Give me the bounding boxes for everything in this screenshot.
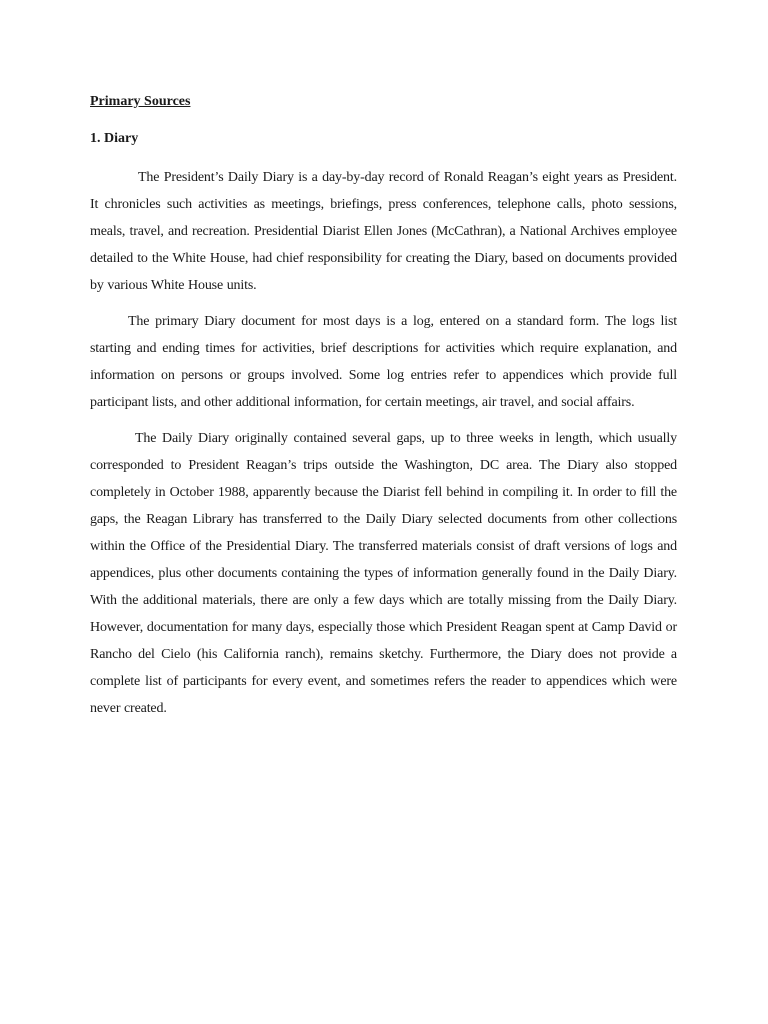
paragraph-log-description: The primary Diary document for most days is a log, entered on a standard form. The logs list starting and ending times for activities, brief descriptions for activities which require explanation, and information on persons or groups involved. Some log entries refer to appendices which provide full participant lists, and other additional information, for certain meetings, air travel, and social affairs. <box>90 314 677 410</box>
diary-section-title: 1. Diary <box>90 131 139 146</box>
primary-sources-heading: Primary Sources <box>90 94 191 109</box>
document-body <box>90 91 677 731</box>
paragraph-diary-gaps: The Daily Diary originally contained several gaps, up to three weeks in length, which usually corresponded to President Reagan’s trips outside the Washington, DC area. The Diary also stopped completely in October 1988, apparently because the Diarist fell behind in compiling it. In order to fill the gaps, the Reagan Library has transferred to the Daily Diary selected documents from other collections within the Office of the Presidential Diary. The transferred materials consist of draft versions of logs and appendices, plus other documents containing the types of information generally found in the Daily Diary. With the additional materials, there are only a few days which are totally missing from the Daily Diary. However, documentation for many days, especially those which President Reagan spent at Camp David or Rancho del Cielo (his California ranch), remains sketchy. Furthermore, the Diary does not provide a complete list of participants for every event, and sometimes refers the reader to appendices which were never created. <box>90 431 677 716</box>
paragraph-daily-diary-intro: The President’s Daily Diary is a day-by-day record of Ronald Reagan’s eight years as President. It chronicles such activities as meetings, briefings, press conferences, telephone calls, photo sessions, meals, travel, and recreation. Presidential Diarist Ellen Jones (McCathran), a National Archives employee detailed to the White House, had chief responsibility for creating the Diary, based on documents provided by various White House units. <box>90 170 677 293</box>
